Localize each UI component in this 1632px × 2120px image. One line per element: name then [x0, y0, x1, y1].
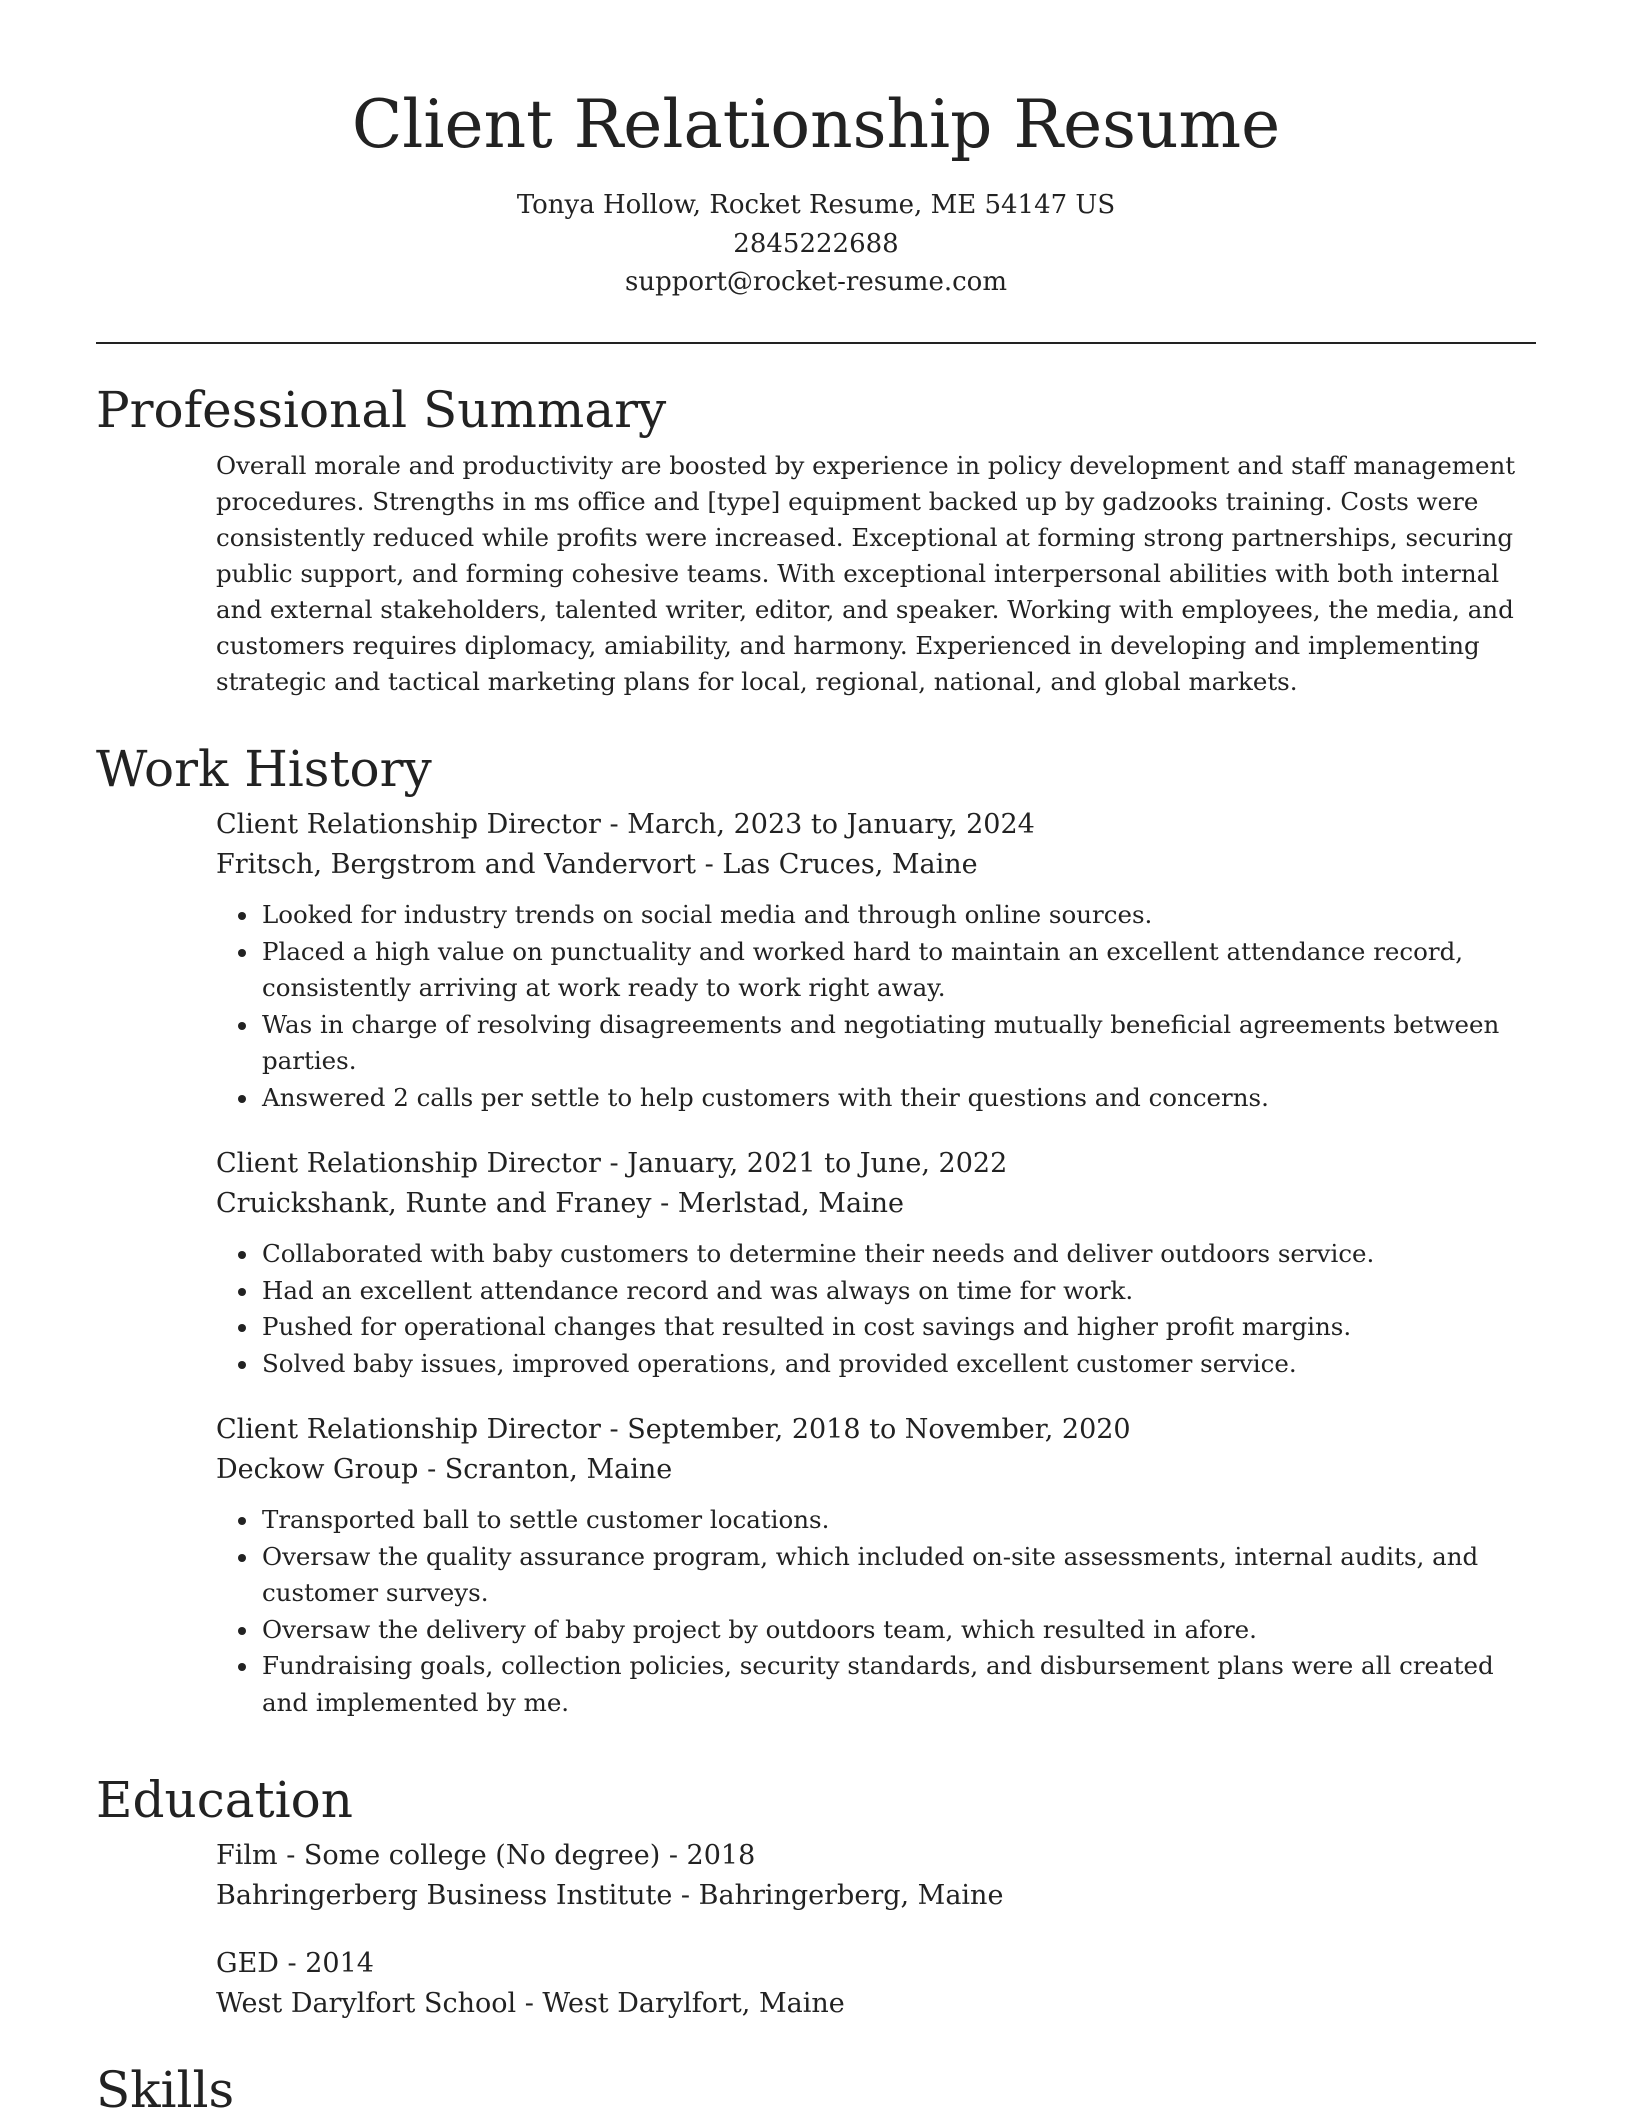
job-entry [216, 805, 1536, 1116]
education-degree: Film - Some college (No degree) [216, 1840, 661, 1871]
job-bullet: • Oversaw the quality assurance program, which included on-site assessments, internal audits, and customer surveys. [260, 1539, 1536, 1612]
education-entry [216, 1944, 1536, 2024]
summary-body [216, 448, 1536, 700]
job-bullets [216, 897, 1536, 1116]
job-dates: January, 2021 to June, 2022 [627, 1148, 1008, 1179]
job-title-line: Client Relationship Director - January, 2021 to June, 2022 [216, 1148, 1008, 1179]
education-location: Bahringerberg, Maine [698, 1880, 1004, 1911]
header-divider [96, 342, 1536, 344]
education-entry [216, 1836, 1536, 1916]
job-bullet: • Solved baby issues, improved operations, and provided excellent customer service. [260, 1346, 1536, 1383]
job-location: Merlstad, Maine [677, 1188, 905, 1219]
contact-address: Tonya Hollow, Rocket Resume, ME 54147 US [516, 190, 1116, 220]
education-degree: GED [216, 1948, 279, 1979]
job-entry [216, 1410, 1536, 1721]
work-history-body [216, 805, 1536, 1721]
job-title-line: Client Relationship Director - September, 2018 to November, 2020 [216, 1414, 1131, 1445]
job-location: Las Cruces, Maine [722, 849, 978, 880]
job-company-line: Cruickshank, Runte and Franey - Merlstad, Maine [216, 1188, 905, 1219]
job-bullet: • Transported ball to settle customer locations. [260, 1502, 1536, 1539]
resume-title: Client Relationship Resume [351, 86, 1281, 163]
summary-text: Overall morale and productivity are boosted by experience in policy development and staff management procedures. Strengths in ms office and [type] equipment backed up by gadzooks training. Costs were consistently reduced while profits were increased. Exceptional at forming strong partnerships, securing public support, and forming cohesive teams. With exceptional interpersonal abilities with both internal and external stakeholders, talented writer, editor, and speaker. Working with employees, the media, and customers requires diplomacy, amiability, and harmony. Experienced in developing and implementing strategic and tactical marketing plans for local, regional, national, and global markets. [216, 451, 1516, 696]
job-company: Cruickshank, Runte and Franey [216, 1188, 652, 1219]
job-bullet: • Pushed for operational changes that resulted in cost savings and higher profit margins. [260, 1309, 1536, 1346]
summary-heading: Professional Summary [96, 381, 667, 439]
job-title: Client Relationship Director [216, 809, 601, 840]
education-heading: Education [96, 1771, 353, 1829]
education-section [96, 1770, 1536, 2024]
job-location: Scranton, Maine [444, 1454, 673, 1485]
job-company-line: Deckow Group - Scranton, Maine [216, 1454, 673, 1485]
work-history-heading: Work History [96, 740, 432, 798]
education-degree-line: GED - 2014 [216, 1948, 374, 1979]
skills-heading: Skills [96, 2061, 235, 2119]
job-bullets [216, 1236, 1536, 1382]
education-school: Bahringerberg Business Institute [216, 1880, 673, 1911]
job-bullet: • Had an excellent attendance record and was always on time for work. [260, 1273, 1536, 1310]
job-company: Fritsch, Bergstrom and Vandervort [216, 849, 697, 880]
job-bullet: • Fundraising goals, collection policies, security standards, and disbursement plans were all created and implemented by me. [260, 1648, 1536, 1721]
skills-section [96, 2060, 1536, 2120]
job-dates: September, 2018 to November, 2020 [627, 1414, 1131, 1445]
job-dates: March, 2023 to January, 2024 [627, 809, 1035, 840]
contact-block [0, 186, 1632, 302]
work-history-section [96, 739, 1536, 1721]
job-bullet: • Placed a high value on punctuality and worked hard to maintain an excellent attendance record, consistently arriving at work ready to work right away. [260, 934, 1536, 1007]
contact-phone: 2845222688 [733, 228, 899, 259]
job-bullet: • Oversaw the delivery of baby project by outdoors team, which resulted in afore. [260, 1612, 1536, 1649]
job-title: Client Relationship Director [216, 1414, 601, 1445]
job-entry [216, 1144, 1536, 1382]
education-degree-line: Film - Some college (No degree) - 2018 [216, 1840, 756, 1871]
job-bullet: • Collaborated with baby customers to determine their needs and deliver outdoors service. [260, 1236, 1536, 1273]
education-location: West Darylfort, Maine [542, 1988, 845, 2019]
summary-section [96, 380, 1536, 700]
job-bullet: • Answered 2 calls per settle to help customers with their questions and concerns. [260, 1080, 1536, 1117]
job-title-line: Client Relationship Director - March, 2023 to January, 2024 [216, 809, 1035, 840]
education-school: West Darylfort School [216, 1988, 517, 2019]
job-title: Client Relationship Director [216, 1148, 601, 1179]
job-bullets [216, 1502, 1536, 1721]
education-year: 2018 [686, 1840, 756, 1871]
job-company: Deckow Group [216, 1454, 419, 1485]
job-bullet: • Looked for industry trends on social media and through online sources. [260, 897, 1536, 934]
contact-email: support@rocket-resume.com [624, 267, 1007, 297]
education-school-line: West Darylfort School - West Darylfort, Maine [216, 1988, 845, 2019]
job-bullet: • Was in charge of resolving disagreements and negotiating mutually beneficial agreements between parties. [260, 1007, 1536, 1080]
job-company-line: Fritsch, Bergstrom and Vandervort - Las Cruces, Maine [216, 849, 978, 880]
education-school-line: Bahringerberg Business Institute - Bahringerberg, Maine [216, 1880, 1004, 1911]
education-year: 2014 [305, 1948, 374, 1979]
education-body [216, 1836, 1536, 2024]
resume-header [0, 80, 1632, 302]
